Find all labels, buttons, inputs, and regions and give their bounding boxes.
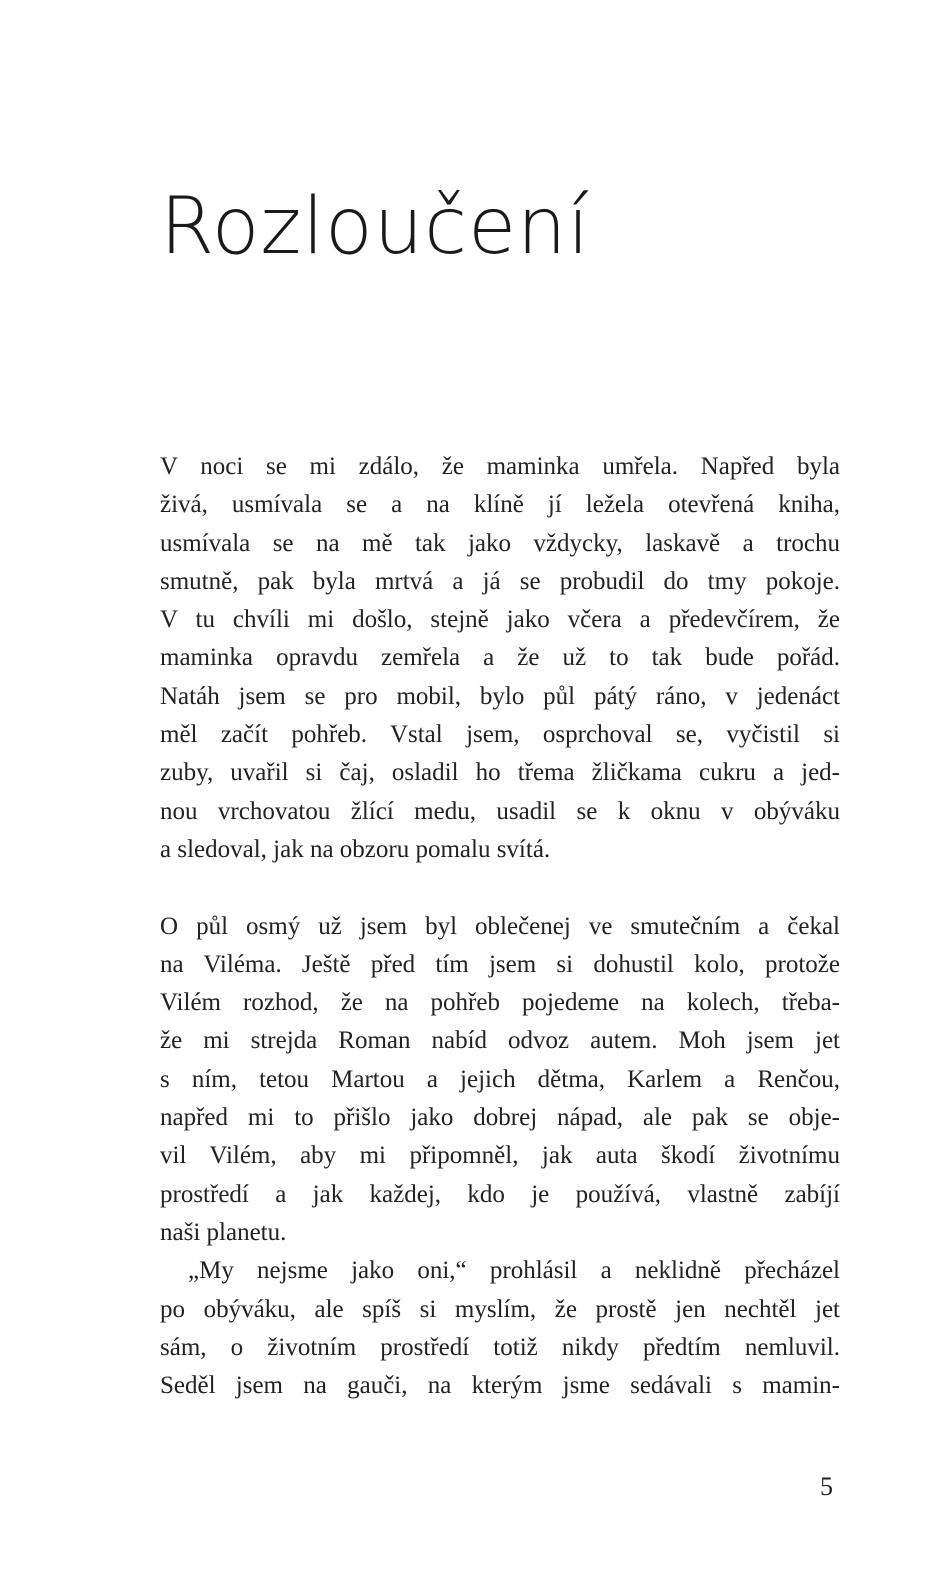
- text-line: a sledoval, jak na obzoru pomalu svítá.: [160, 835, 551, 863]
- text-line: napřed mi to přišlo jako dobrej nápad, ale pak se obje-: [160, 1104, 840, 1132]
- chapter-title: Rozloučení: [160, 182, 591, 272]
- body-text: [160, 448, 840, 1405]
- paragraph-spacer: [160, 869, 840, 907]
- text-line: usmívala se na mě tak jako vždycky, laskavě a trochu: [160, 529, 840, 557]
- text-line: V tu chvíli mi došlo, stejně jako včera a předevčírem, že: [160, 606, 840, 634]
- text-line: po obýváku, ale spíš si myslím, že prostě jen nechtěl jet: [160, 1295, 840, 1323]
- text-line: Vilém rozhod, že na pohřeb pojedeme na kolech, třeba-: [160, 989, 840, 1017]
- text-line: smutně, pak byla mrtvá a já se probudil do tmy pokoje.: [160, 567, 840, 595]
- text-line: vil Vilém, aby mi připomněl, jak auta škodí životnímu: [160, 1142, 840, 1170]
- paragraph-3: [160, 1252, 840, 1405]
- text-line: zuby, uvařil si čaj, osladil ho třema žličkama cukru a jed-: [160, 759, 840, 787]
- text-line: s ním, tetou Martou a jejich dětma, Karlem a Renčou,: [160, 1065, 840, 1093]
- text-line: O půl osmý už jsem byl oblečenej ve smutečním a čekal: [160, 912, 840, 940]
- text-line: Seděl jsem na gauči, na kterým jsme sedávali s mamin-: [160, 1372, 840, 1400]
- text-line: nou vrchovatou žlící medu, usadil se k oknu v obýváku: [160, 797, 840, 825]
- paragraph-1: [160, 448, 840, 869]
- text-line: měl začít pohřeb. Vstal jsem, osprchoval se, vyčistil si: [160, 721, 840, 749]
- text-line: prostředí a jak každej, kdo je používá, vlastně zabíjí: [160, 1180, 840, 1208]
- text-line: Natáh jsem se pro mobil, bylo půl pátý ráno, v jedenáct: [160, 682, 840, 710]
- text-line: že mi strejda Roman nabíd odvoz autem. Moh jsem jet: [160, 1027, 840, 1055]
- page-number: 5: [820, 1472, 833, 1501]
- paragraph-2: [160, 908, 840, 1253]
- text-line: V noci se mi zdálo, že maminka umřela. Napřed byla: [160, 453, 840, 480]
- text-line: živá, usmívala se a na klíně jí ležela otevřená kniha,: [160, 491, 840, 519]
- text-line: naši planetu.: [160, 1218, 287, 1246]
- text-line: na Viléma. Ještě před tím jsem si dohustil kolo, protože: [160, 950, 840, 978]
- text-line: „My nejsme jako oni,“ prohlásil a neklidně přecházel: [188, 1257, 840, 1285]
- text-line: maminka opravdu zemřela a že už to tak bude pořád.: [160, 644, 840, 672]
- text-line: sám, o životním prostředí totiž nikdy předtím nemluvil.: [160, 1333, 840, 1361]
